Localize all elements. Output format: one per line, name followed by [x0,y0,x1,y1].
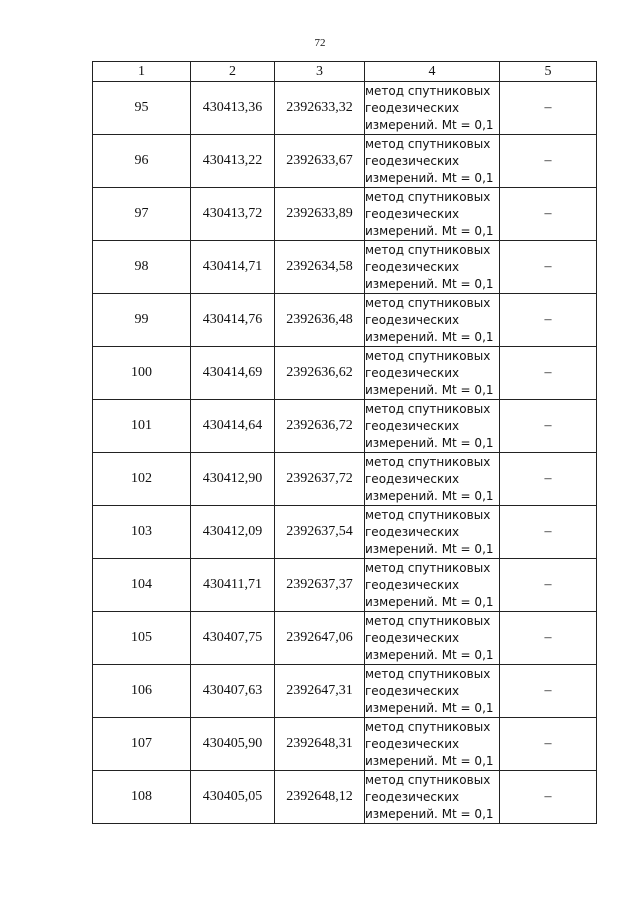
note-cell: – [500,718,597,771]
x-coordinate-cell: 430413,22 [191,135,275,188]
method-text-line: измерений. Mt = 0,1 [365,117,494,132]
method-text-line: геодезических [365,630,460,645]
y-coordinate-cell: 2392633,89 [275,188,365,241]
method-text-line: геодезических [365,259,460,274]
y-coordinate-cell: 2392647,31 [275,665,365,718]
table-row [93,453,597,506]
table-row [93,347,597,400]
method-text-line: измерений. Mt = 0,1 [365,647,494,662]
method-text-line: геодезических [365,789,460,804]
method-cell [365,400,500,453]
method-text-line: геодезических [365,577,460,592]
method-cell [365,82,500,135]
x-coordinate-cell: 430407,63 [191,665,275,718]
x-coordinate-cell: 430413,36 [191,82,275,135]
table-row [93,82,597,135]
method-text-line: геодезических [365,418,460,433]
method-cell [365,347,500,400]
x-coordinate-cell: 430411,71 [191,559,275,612]
method-text-line: метод спутниковых [365,242,491,257]
method-text-line: метод спутниковых [365,401,491,416]
method-text-line: геодезических [365,471,460,486]
point-number-cell: 100 [93,347,191,400]
method-text-line: измерений. Mt = 0,1 [365,488,494,503]
method-text-line: метод спутниковых [365,189,491,204]
method-text-line: метод спутниковых [365,136,491,151]
table-row [93,241,597,294]
note-cell: – [500,241,597,294]
method-cell [365,506,500,559]
method-text-line: геодезических [365,312,460,327]
x-coordinate-cell: 430405,05 [191,771,275,824]
point-number-cell: 104 [93,559,191,612]
x-coordinate-cell: 430414,76 [191,294,275,347]
method-text-line: измерений. Mt = 0,1 [365,276,494,291]
table-row [93,294,597,347]
point-number-cell: 99 [93,294,191,347]
column-header-3: 3 [275,62,365,82]
point-number-cell: 108 [93,771,191,824]
table-row [93,771,597,824]
method-text-line: измерений. Mt = 0,1 [365,170,494,185]
x-coordinate-cell: 430414,64 [191,400,275,453]
method-text-line: геодезических [365,736,460,751]
method-cell [365,559,500,612]
y-coordinate-cell: 2392637,72 [275,453,365,506]
method-cell [365,453,500,506]
x-coordinate-cell: 430412,09 [191,506,275,559]
method-text-line: метод спутниковых [365,613,491,628]
x-coordinate-cell: 430412,90 [191,453,275,506]
table-row [93,188,597,241]
x-coordinate-cell: 430413,72 [191,188,275,241]
note-cell: – [500,294,597,347]
note-cell: – [500,400,597,453]
note-cell: – [500,612,597,665]
y-coordinate-cell: 2392637,54 [275,506,365,559]
method-text-line: измерений. Mt = 0,1 [365,329,494,344]
method-text-line: метод спутниковых [365,348,491,363]
method-text-line: метод спутниковых [365,560,491,575]
method-text-line: измерений. Mt = 0,1 [365,223,494,238]
method-text-line: измерений. Mt = 0,1 [365,700,494,715]
point-number-cell: 102 [93,453,191,506]
note-cell: – [500,135,597,188]
note-cell: – [500,559,597,612]
method-cell [365,294,500,347]
table-header-row [93,62,597,82]
method-text-line: геодезических [365,365,460,380]
method-cell [365,188,500,241]
point-number-cell: 96 [93,135,191,188]
method-text-line: метод спутниковых [365,719,491,734]
column-header-2: 2 [191,62,275,82]
point-number-cell: 106 [93,665,191,718]
point-number-cell: 97 [93,188,191,241]
coordinates-table [92,61,597,824]
y-coordinate-cell: 2392648,31 [275,718,365,771]
method-cell [365,771,500,824]
y-coordinate-cell: 2392636,48 [275,294,365,347]
method-text-line: метод спутниковых [365,83,491,98]
note-cell: – [500,453,597,506]
table-row [93,559,597,612]
method-text-line: измерений. Mt = 0,1 [365,435,494,450]
x-coordinate-cell: 430405,90 [191,718,275,771]
note-cell: – [500,82,597,135]
x-coordinate-cell: 430414,71 [191,241,275,294]
column-header-4: 4 [365,62,500,82]
method-cell [365,612,500,665]
point-number-cell: 95 [93,82,191,135]
point-number-cell: 98 [93,241,191,294]
method-text-line: измерений. Mt = 0,1 [365,541,494,556]
table-row [93,400,597,453]
column-header-1: 1 [93,62,191,82]
method-text-line: геодезических [365,524,460,539]
note-cell: – [500,665,597,718]
y-coordinate-cell: 2392634,58 [275,241,365,294]
x-coordinate-cell: 430407,75 [191,612,275,665]
y-coordinate-cell: 2392633,67 [275,135,365,188]
method-text-line: геодезических [365,683,460,698]
method-text-line: метод спутниковых [365,454,491,469]
note-cell: – [500,771,597,824]
method-text-line: геодезических [365,100,460,115]
method-cell [365,665,500,718]
method-text-line: метод спутниковых [365,507,491,522]
method-text-line: метод спутниковых [365,772,491,787]
y-coordinate-cell: 2392637,37 [275,559,365,612]
point-number-cell: 107 [93,718,191,771]
note-cell: – [500,506,597,559]
method-text-line: измерений. Mt = 0,1 [365,382,494,397]
method-text-line: измерений. Mt = 0,1 [365,753,494,768]
method-cell [365,718,500,771]
y-coordinate-cell: 2392648,12 [275,771,365,824]
method-cell [365,241,500,294]
y-coordinate-cell: 2392633,32 [275,82,365,135]
table-row [93,665,597,718]
page-number: 72 [314,37,326,49]
method-cell [365,135,500,188]
table-row [93,612,597,665]
method-text-line: измерений. Mt = 0,1 [365,806,494,821]
table-row [93,135,597,188]
x-coordinate-cell: 430414,69 [191,347,275,400]
method-text-line: метод спутниковых [365,295,491,310]
table-row [93,506,597,559]
method-text-line: геодезических [365,206,460,221]
note-cell: – [500,347,597,400]
method-text-line: метод спутниковых [365,666,491,681]
table-row [93,718,597,771]
point-number-cell: 105 [93,612,191,665]
y-coordinate-cell: 2392636,72 [275,400,365,453]
y-coordinate-cell: 2392647,06 [275,612,365,665]
column-header-5: 5 [500,62,597,82]
note-cell: – [500,188,597,241]
table-body [93,82,597,824]
method-text-line: измерений. Mt = 0,1 [365,594,494,609]
y-coordinate-cell: 2392636,62 [275,347,365,400]
method-text-line: геодезических [365,153,460,168]
point-number-cell: 103 [93,506,191,559]
point-number-cell: 101 [93,400,191,453]
